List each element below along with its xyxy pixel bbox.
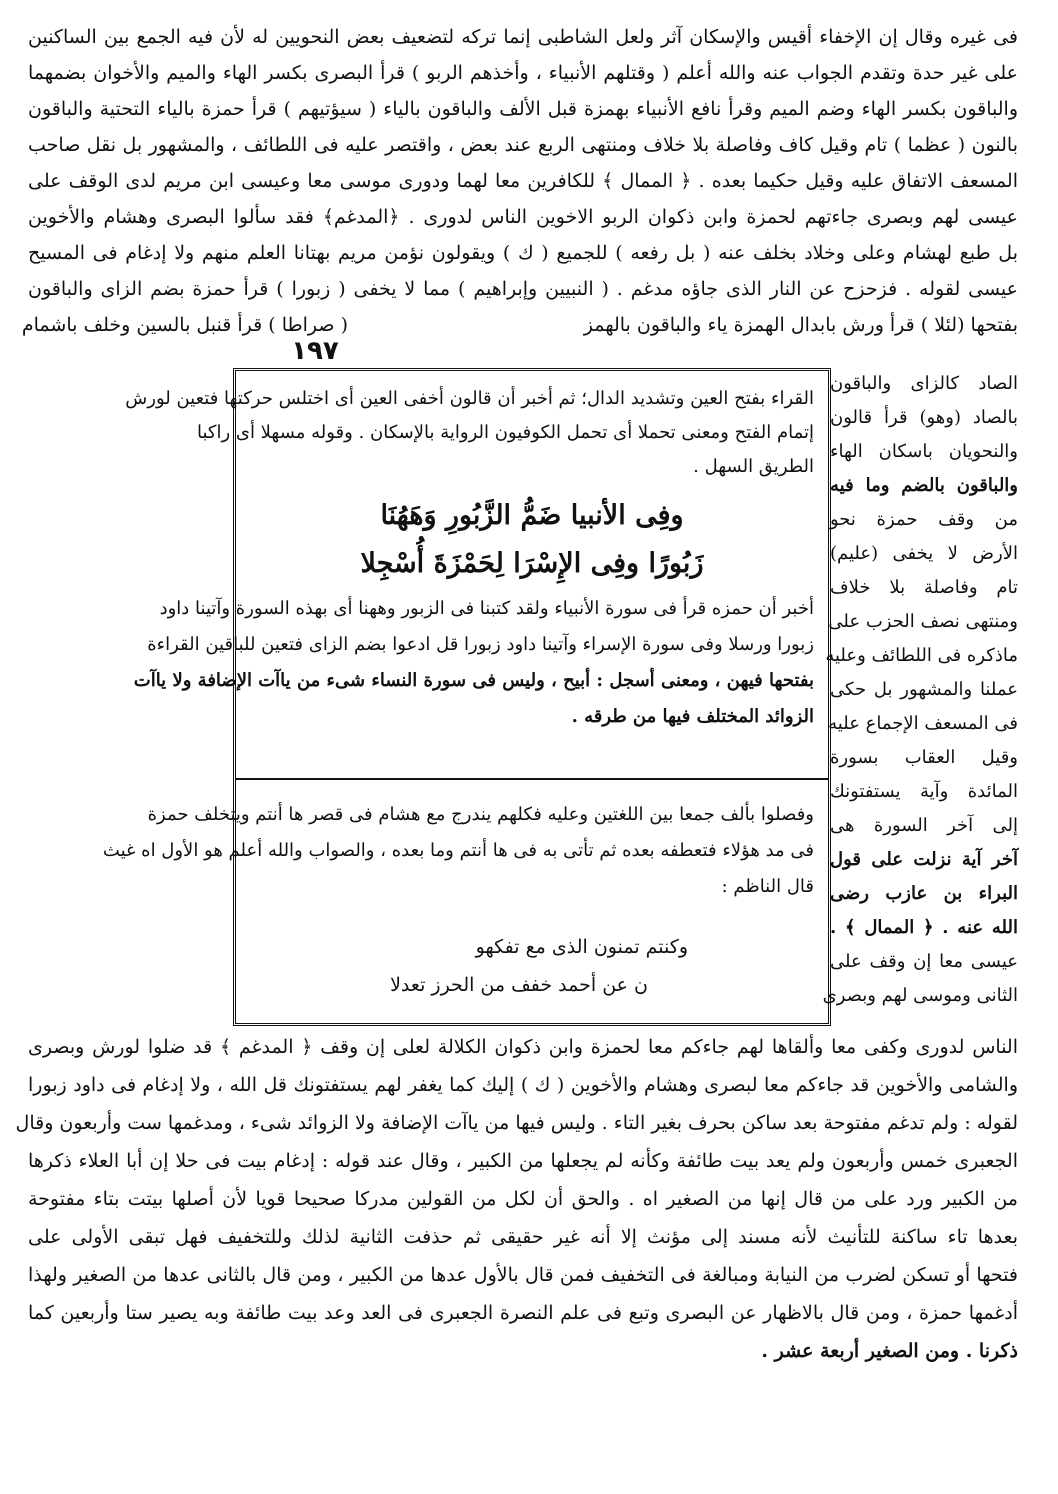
side-line: من وقف حمزة نحو (830, 509, 1018, 530)
side-line: ماذكره فى اللطائف وعليه (825, 645, 1018, 666)
commentary-line: وفصلوا بألف جمعا بين اللغتين وعليه فكلهم يندرج مع هشام فى قصر ها أنتم ويتخلف حمزة (147, 804, 814, 825)
page-number: ١٩٧ (291, 336, 339, 366)
side-line: عملنا والمشهور بل حكى (830, 679, 1018, 700)
poem-line: وكنتم تمنون الذى مع تفكهو (475, 936, 688, 958)
top-line: بالنون ( عظما ) تام وقيل كاف وفاصلة بلا خلاف ومنتهى الربع عند بعض ، واقتصر عليه فى اللطائف ، والمشهور بل نقل صاحب (28, 134, 1018, 156)
commentary-line: الزوائد المختلف فيها من طرقه . (571, 706, 814, 727)
commentary-line: زبورا ورسلا وفى سورة الإسراء وآتينا داود زبورا قل ادعوا بضم الزاى فتعين للباقين القراءة (147, 634, 814, 655)
bottom-line: فتحها أو تسكن لضرب من النيابة ومبالغة فى التخفيف فمن قال بالأول عدها من الكبير ، ومن قال بالثانى عدها من الصغير ولهذا (28, 1264, 1018, 1286)
bottom-line: الجعبرى خمس وأربعون ولم يعد بيت طائفة وكأنه لم يجعلها من الكبير ، وقال عند قوله : إدغام بيت فى حلا إن أبا العلاء ذكرها (28, 1150, 1018, 1172)
bottom-paragraph (15, 1030, 1018, 1390)
bottom-line: أدغمها حمزة ، ومن قال بالاظهار عن البصرى وتبع فى علم النصرة الجعبرى فى العد وعد بيت طائفة وبه يصير ستا وأربعين كما (28, 1302, 1018, 1324)
side-line: آخر آية نزلت على قول (830, 849, 1018, 870)
bottom-line: من الكبير ورد على من قال إنها من الصغير اه . والحق أن لكل من القولين مدركا صحيحا قويا لأن أصلها بيتت بتاء مفتوحة (28, 1188, 1018, 1210)
commentary-box (102, 368, 831, 1026)
side-line: والنحويان باسكان الهاء (830, 441, 1018, 462)
side-line: فى المسعف الإجماع عليه (828, 713, 1018, 734)
commentary-line: بفتحها فيهن ، ومعنى أسجل : أبيح ، وليس فى سورة النساء شىء من ياآت الإضافة ولا ياآت (133, 670, 814, 691)
top-line: فى غيره وقال إن الإخفاء أقيس والإسكان آثر ولعل الشاطبى إنما تركه لتضعيف بعض النحويين له لأن فيه الجمع بين الساكنين (28, 26, 1018, 48)
side-line: عيسى معا إن وقف على (830, 951, 1018, 972)
bottom-line: لقوله : ولم تدغم مفتوحة بعد ساكن بحرف بغير التاء . وليس فيها من ياآت الإضافة ولا الزوائد شىء ، ومدغمها ست وأربعون وقال (15, 1112, 1018, 1134)
top-line: المسعف الاتفاق عليه وقيل حكيما بعده . ﴿ الممال ﴾ للكافرين معا لهما ودورى موسى معا وعيسى ابن مريم لدى الوقف على (28, 170, 1018, 192)
top-line: عيسى لقوله . فزحزح عن النار الذى جاؤه مدغم . ( النبيين وإبراهيم ) مما لا يخفى ( زبورا ) قرأ حمزة بضم الزاى والباقون (28, 278, 1018, 300)
side-line: بالصاد (وهو) قرأ قالون (830, 407, 1018, 428)
side-line: والباقون بالضم وما فيه (830, 475, 1018, 496)
side-line: الصاد كالزاى والباقون (830, 373, 1018, 394)
commentary-line: قال الناظم : (721, 876, 814, 897)
top-line-end: ( صراطا ) قرأ قنبل بالسين وخلف باشمام (21, 314, 348, 336)
side-column (822, 368, 1018, 1028)
commentary-line: فى مد هؤلاء فتعطفه بعده ثم تأتى به فى ها أنتم وما بعده ، والصواب والله أعلم هو الأول اه غيث (102, 840, 814, 861)
top-paragraph (21, 20, 1018, 380)
top-line: والباقون بكسر الهاء وضم الميم وقرأ نافع الأنبياء بهمزة قبل الألف والباقون بالياء ( سيؤتيهم ) قرأ حمزة بالياء التحتية والباقون (28, 98, 1018, 120)
top-line: بفتحها (لئلا ) قرأ ورش بابدال الهمزة ياء والباقون بالهمز (583, 314, 1018, 336)
side-line: إلى آخر السورة هى (830, 815, 1018, 836)
side-line: المائدة وآية يستفتونك (830, 781, 1018, 802)
commentary-line: الطريق السهل . (693, 456, 814, 477)
bottom-line: بعدها تاء ساكنة للتأنيث لأنه مسند إلى مؤنث إلا أنه غير حقيقى ثم حذفت الثانية لذلك وللتخفيف فهل تبقى الأولى على (28, 1226, 1018, 1248)
poem-line: ن عن أحمد خفف من الحرز تعدلا (390, 974, 648, 996)
commentary-line: القراء بفتح العين وتشديد الدال؛ ثم أخبر أن قالون أخفى العين أى اختلس حركتها فتعين لورش (125, 388, 814, 409)
top-line: على غير حدة وتقدم الجواب عنه والله أعلم ( وقتلهم الأنبياء ، وأخذهم الربو ) قرأ البصرى بكسر الهاء والميم والأخوان بضمهما (28, 62, 1018, 84)
top-line: بل طبع لهشام وعلى وخلاد بخلف عنه ( بل رفعه ) للجميع ( ك ) ويقولون نؤمن مريم بهتانا العلم منهم ولا إدغام فى المسيح (28, 242, 1018, 264)
bottom-line: ذكرنا . ومن الصغير أربعة عشر . (761, 1340, 1018, 1362)
section-divider (236, 778, 828, 780)
poem-verse: زَبُورًا وفِى الإِسْرَا لِحَمْزَةَ أُسْجِلا (360, 548, 704, 579)
commentary-line: أخبر أن حمزه قرأ فى سورة الأنبياء ولقد كتبنا فى الزبور وههنا أى بهذه السورة وآتينا داود (159, 598, 814, 619)
side-line: وقيل العقاب بسورة (830, 747, 1018, 768)
bottom-line: الناس لدورى وكفى معا وألقاها لهم جاءكم معا لحمزة وابن ذكوان الكلالة لعلى إن وقف ﴿ المدغم ﴾ قد ضلوا لورش وبصرى (28, 1036, 1018, 1058)
commentary-line: إتمام الفتح ومعنى تحملا أى تحمل الكوفيون الرواية بالإسكان . وقوله مسهلا أى راكبا (196, 422, 814, 443)
side-line: البراء بن عازب رضى (830, 883, 1018, 904)
side-line: ومنتهى نصف الحزب على (828, 611, 1018, 632)
poem-verse: وفِى الأنبيا ضَمُّ الزَّبُورِ وَهَهُنَا (380, 500, 684, 531)
side-line: الثانى وموسى لهم وبصرى (822, 985, 1018, 1006)
side-line: الأرض لا يخفى (عليم) (830, 543, 1018, 564)
top-line: عيسى لهم وبصرى جاءتهم لحمزة وابن ذكوان الربو الاخوين الناس لدورى . ﴿المدغم﴾ فقد سألوا البصرى وهشام والأخوين (28, 206, 1018, 228)
side-line: تام وفاصلة بلا خلاف (830, 577, 1018, 598)
side-line: الله عنه . ﴿ الممال ﴾ . (830, 917, 1018, 938)
bottom-line: والشامى والأخوين قد جاءكم معا لبصرى وهشام والأخوين ( ك ) إليك كما يغفر لهم يستفتونك قل الله ، ولا إدغام فى داود زبورا (28, 1074, 1018, 1096)
